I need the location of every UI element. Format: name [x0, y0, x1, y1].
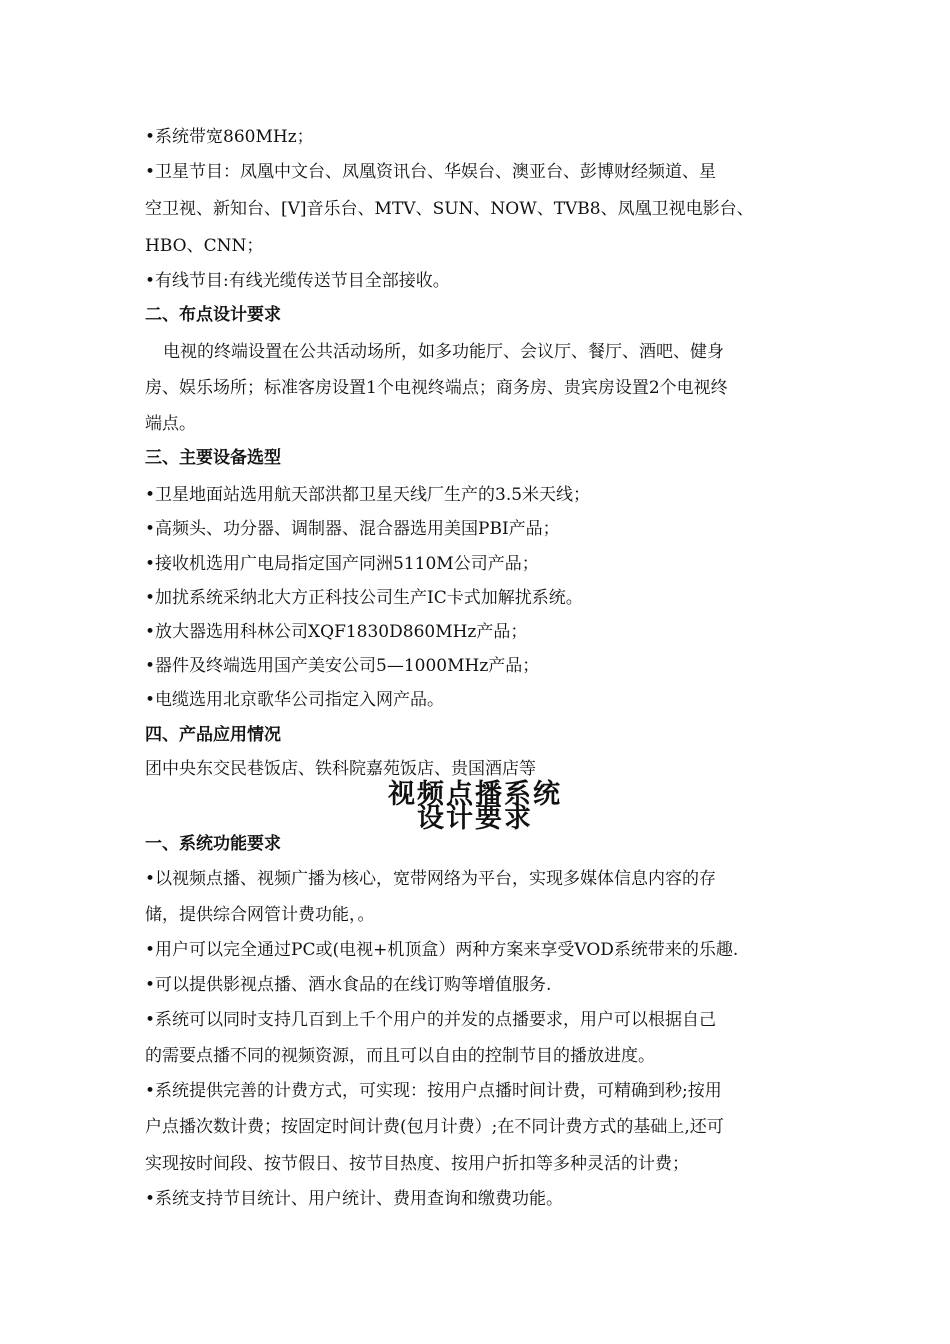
layout-paragraph-2: 房、娱乐场所；标准客房设置1个电视终端点；商务房、贵宾房设置2个电视终 [145, 378, 728, 398]
function-item: •系统可以同时支持几百到上千个用户的并发的点播要求，用户可以根据自己 [145, 1010, 717, 1030]
satellite-programs-item: •卫星节目：凤凰中文台、凤凰资讯台、华娱台、澳亚台、彭博财经频道、星 [145, 162, 717, 182]
cable-programs-item: •有线节目:有线光缆传送节目全部接收。 [145, 271, 450, 291]
equipment-item: •接收机选用广电局指定国产同洲5110M公司产品； [145, 554, 539, 574]
satellite-programs-cont-1: 空卫视、新知台、[V]音乐台、MTV、SUN、NOW、TVB8、凤凰卫视电影台、 [145, 199, 754, 219]
equipment-item: •卫星地面站选用航天部洪都卫星天线厂生产的3.5米天线； [145, 485, 591, 505]
equipment-item: •加扰系统采纳北大方正科技公司生产IC卡式加解扰系统。 [145, 588, 583, 608]
vod-title: 视频点播系统 [388, 779, 562, 810]
equipment-item: •器件及终端选用国产美安公司5—1000MHz产品； [145, 656, 540, 676]
function-item: •系统提供完善的计费方式，可实现：按用户点播时间计费，可精确到秒;按用 [145, 1081, 722, 1101]
function-item: •可以提供影视点播、酒水食品的在线订购等增值服务. [145, 975, 552, 995]
function-item-cont: 户点播次数计费；按固定时间计费(包月计费）;在不同计费方式的基础上,还可 [145, 1117, 724, 1137]
layout-paragraph-1: 电视的终端设置在公共活动场所，如多功能厅、会议厅、餐厅、酒吧、健身 [163, 342, 724, 362]
layout-paragraph-3: 端点。 [145, 414, 196, 434]
equipment-item: •电缆选用北京歌华公司指定入网产品。 [145, 690, 445, 710]
section-heading-functions: 一、系统功能要求 [145, 834, 281, 854]
function-item: •用户可以完全通过PC或(电视+机顶盒）两种方案来享受VOD系统带来的乐趣. [145, 940, 739, 960]
bandwidth-item: •系统带宽860MHz； [145, 127, 314, 147]
applications-text: 团中央东交民巷饭店、铁科院嘉苑饭店、贵国酒店等 [145, 759, 536, 779]
function-item: •系统支持节目统计、用户统计、费用查询和缴费功能。 [145, 1189, 564, 1209]
function-item-cont: 储，提供综合网管计费功能，。 [145, 905, 375, 925]
vod-subtitle: 设计要求 [417, 803, 533, 834]
section-heading-equipment: 三、主要设备选型 [145, 448, 281, 468]
section-heading-applications: 四、产品应用情况 [145, 725, 281, 745]
function-item: •以视频点播、视频广播为核心，宽带网络为平台，实现多媒体信息内容的存 [145, 869, 717, 889]
equipment-item: •高频头、功分器、调制器、混合器选用美国PBI产品； [145, 519, 560, 539]
satellite-programs-cont-2: HBO、CNN； [145, 236, 264, 256]
function-item-cont: 的需要点播不同的视频资源，而且可以自由的控制节目的播放进度。 [145, 1046, 655, 1066]
function-item-cont: 实现按时间段、按节假日、按节目热度、按用户折扣等多种灵活的计费； [145, 1154, 689, 1174]
section-heading-layout: 二、布点设计要求 [145, 305, 281, 325]
equipment-item: •放大器选用科林公司XQF1830D860MHz产品； [145, 622, 528, 642]
